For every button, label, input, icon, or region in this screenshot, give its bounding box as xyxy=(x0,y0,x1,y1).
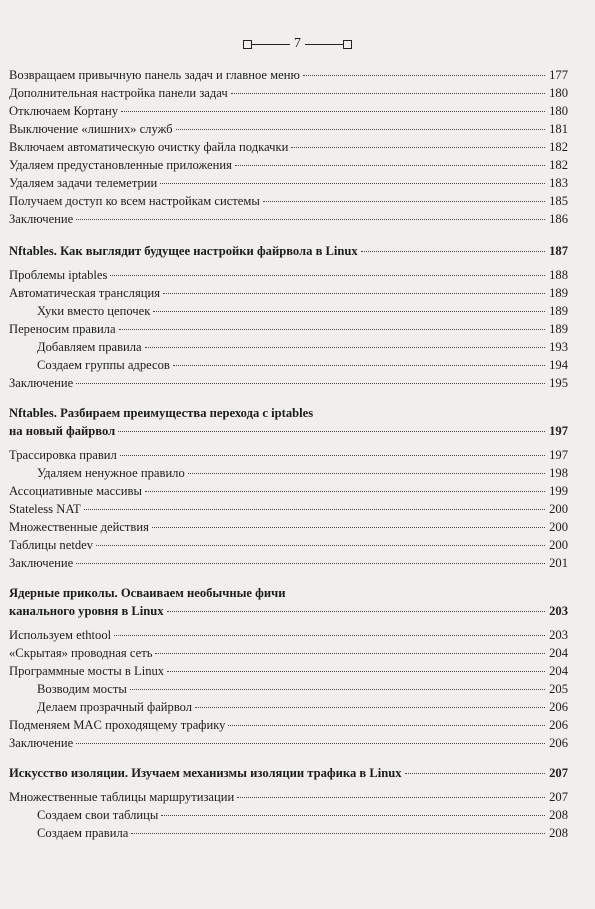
chapter-title: Искусство изоляции. Изучаем механизмы изоляции трафика в Linux xyxy=(9,766,402,780)
toc-entry xyxy=(9,84,568,102)
toc-entry-title: Заключение xyxy=(9,736,74,750)
toc-entry-title: Используем ethtool xyxy=(9,628,112,642)
dot-leader xyxy=(263,201,545,202)
dot-leader xyxy=(188,473,545,474)
chapter-entry xyxy=(9,602,568,620)
chapter-title-line1: Nftables. Разбираем преимущества перехода с iptables xyxy=(9,406,314,420)
toc-entry xyxy=(9,66,568,84)
chapter-entry xyxy=(9,242,568,260)
toc-entry xyxy=(9,536,568,554)
dot-leader xyxy=(155,653,545,654)
chapter-title: канального уровня в Linux xyxy=(9,604,164,618)
toc-subentry xyxy=(9,806,568,824)
dot-leader xyxy=(118,431,545,432)
toc-entry-title: Выключение «лишних» служб xyxy=(9,122,173,136)
chapter-heading xyxy=(9,764,568,782)
toc-entry-page: 201 xyxy=(549,556,568,570)
toc-entry-page: 183 xyxy=(549,176,568,190)
toc-entry-page: 186 xyxy=(549,212,568,226)
toc-section xyxy=(9,404,568,572)
toc-entry-page: 188 xyxy=(549,268,568,282)
toc-entry-page: 206 xyxy=(549,700,568,714)
toc-entry xyxy=(9,120,568,138)
dot-leader xyxy=(228,725,545,726)
toc-entry xyxy=(9,626,568,644)
header-rule-right xyxy=(305,44,343,45)
chapter-title: на новый файрвол xyxy=(9,424,116,438)
toc-entry-title: Создаем свои таблицы xyxy=(37,808,159,822)
dot-leader xyxy=(119,329,545,330)
toc-entry xyxy=(9,518,568,536)
toc-entry-title: Множественные действия xyxy=(9,520,149,534)
dot-leader xyxy=(291,147,545,148)
toc-subentry xyxy=(9,464,568,482)
dot-leader xyxy=(405,773,545,774)
toc-entry-title: Переносим правила xyxy=(9,322,116,336)
toc-entry-page: 182 xyxy=(549,158,568,172)
toc-entry-page: 180 xyxy=(549,104,568,118)
toc-entry xyxy=(9,446,568,464)
toc-entry xyxy=(9,266,568,284)
toc-entry xyxy=(9,284,568,302)
toc-entry-title: Заключение xyxy=(9,376,74,390)
toc-entry xyxy=(9,716,568,734)
chapter-page: 197 xyxy=(549,424,568,438)
toc-entry xyxy=(9,320,568,338)
toc-section xyxy=(9,242,568,392)
toc-subentry xyxy=(9,824,568,842)
dot-leader xyxy=(167,671,545,672)
toc-entry-title: Получаем доступ ко всем настройкам системы xyxy=(9,194,260,208)
toc-entry-page: 206 xyxy=(549,718,568,732)
chapter-heading xyxy=(9,404,568,440)
chapter-title-line1: Ядерные приколы. Осваиваем необычные фичи xyxy=(9,586,286,600)
toc-entry-page: 200 xyxy=(549,520,568,534)
toc-entry-page: 195 xyxy=(549,376,568,390)
toc-entry xyxy=(9,374,568,392)
dot-leader xyxy=(167,611,545,612)
toc-entry xyxy=(9,102,568,120)
toc-entry-page: 203 xyxy=(549,628,568,642)
toc-entry-title: Хуки вместо цепочек xyxy=(37,304,151,318)
toc-entry-page: 180 xyxy=(549,86,568,100)
header-square-right xyxy=(343,40,352,49)
toc-subentry xyxy=(9,680,568,698)
dot-leader xyxy=(163,293,545,294)
dot-leader xyxy=(110,275,545,276)
toc-entry-title: Множественные таблицы маршрутизации xyxy=(9,790,235,804)
dot-leader xyxy=(76,383,545,384)
dot-leader xyxy=(195,707,545,708)
toc-entry-title: Отключаем Кортану xyxy=(9,104,119,118)
dot-leader xyxy=(131,833,545,834)
toc-entry xyxy=(9,788,568,806)
toc-entry-title: Включаем автоматическую очистку файла подкачки xyxy=(9,140,289,154)
toc-entry-title: Проблемы iptables xyxy=(9,268,108,282)
toc-entry xyxy=(9,662,568,680)
toc-entry-page: 205 xyxy=(549,682,568,696)
toc-entry-title: Подменяем MAC проходящему трафику xyxy=(9,718,226,732)
table-of-contents xyxy=(9,66,568,842)
chapter-title: Nftables. Как выглядит будущее настройки файрвола в Linux xyxy=(9,244,358,258)
chapter-entry xyxy=(9,764,568,782)
dot-leader xyxy=(173,365,545,366)
toc-entry-page: 208 xyxy=(549,808,568,822)
toc-entry-title: Удаляем задачи телеметрии xyxy=(9,176,158,190)
toc-entry-page: 182 xyxy=(549,140,568,154)
chapter-entry xyxy=(9,422,568,440)
dot-leader xyxy=(120,455,545,456)
toc-subentry xyxy=(9,302,568,320)
dot-leader xyxy=(130,689,545,690)
dot-leader xyxy=(152,527,545,528)
toc-entry-title: Трассировка правил xyxy=(9,448,117,462)
dot-leader xyxy=(361,251,545,252)
toc-entry xyxy=(9,554,568,572)
chapter-page: 207 xyxy=(549,766,568,780)
toc-entry-page: 189 xyxy=(549,304,568,318)
dot-leader xyxy=(84,509,545,510)
toc-entry xyxy=(9,500,568,518)
toc-entry-page: 200 xyxy=(549,538,568,552)
toc-subentry xyxy=(9,356,568,374)
dot-leader xyxy=(76,563,545,564)
toc-entry-page: 207 xyxy=(549,790,568,804)
dot-leader xyxy=(303,75,545,76)
chapter-heading xyxy=(9,584,568,620)
toc-entry-page: 199 xyxy=(549,484,568,498)
toc-entry-page: 194 xyxy=(549,358,568,372)
toc-entry-page: 208 xyxy=(549,826,568,840)
dot-leader xyxy=(114,635,545,636)
dot-leader xyxy=(145,491,545,492)
dot-leader xyxy=(145,347,545,348)
toc-entry-title: Дополнительная настройка панели задач xyxy=(9,86,228,100)
dot-leader xyxy=(76,219,545,220)
toc-entry xyxy=(9,156,568,174)
toc-entry-title: Создаем правила xyxy=(37,826,129,840)
toc-entry-page: 185 xyxy=(549,194,568,208)
dot-leader xyxy=(160,183,545,184)
toc-entry-title: Ассоциативные массивы xyxy=(9,484,142,498)
toc-subentry xyxy=(9,338,568,356)
toc-entry-page: 206 xyxy=(549,736,568,750)
toc-section xyxy=(9,66,568,228)
toc-entry xyxy=(9,138,568,156)
toc-entry-title: «Скрытая» проводная сеть xyxy=(9,646,153,660)
toc-entry-title: Заключение xyxy=(9,212,74,226)
toc-entry-title: Возвращаем привычную панель задач и главное меню xyxy=(9,68,300,82)
toc-entry xyxy=(9,482,568,500)
toc-entry xyxy=(9,734,568,752)
dot-leader xyxy=(96,545,545,546)
toc-entry-title: Создаем группы адресов xyxy=(37,358,170,372)
toc-entry-title: Автоматическая трансляция xyxy=(9,286,161,300)
dot-leader xyxy=(161,815,545,816)
toc-entry-page: 198 xyxy=(549,466,568,480)
toc-entry-title: Добавляем правила xyxy=(37,340,142,354)
toc-entry-title: Заключение xyxy=(9,556,74,570)
dot-leader xyxy=(237,797,545,798)
toc-entry-title: Таблицы netdev xyxy=(9,538,94,552)
toc-entry-page: 193 xyxy=(549,340,568,354)
dot-leader xyxy=(121,111,545,112)
toc-entry-page: 189 xyxy=(549,286,568,300)
dot-leader xyxy=(76,743,545,744)
toc-entry-page: 181 xyxy=(549,122,568,136)
toc-section xyxy=(9,764,568,842)
header-rule-left xyxy=(252,44,290,45)
toc-entry-page: 200 xyxy=(549,502,568,516)
toc-entry-title: Удаляем предустановленные приложения xyxy=(9,158,232,172)
page-number: 7 xyxy=(294,36,301,51)
toc-entry-page: 204 xyxy=(549,646,568,660)
toc-section xyxy=(9,584,568,752)
toc-subentry xyxy=(9,698,568,716)
page-header xyxy=(0,36,595,52)
chapter-heading xyxy=(9,242,568,260)
toc-entry xyxy=(9,644,568,662)
toc-entry-title: Stateless NAT xyxy=(9,502,81,516)
toc-entry xyxy=(9,210,568,228)
header-square-left xyxy=(243,40,252,49)
toc-entry-title: Программные мосты в Linux xyxy=(9,664,165,678)
chapter-page: 187 xyxy=(549,244,568,258)
dot-leader xyxy=(176,129,545,130)
toc-entry-page: 197 xyxy=(549,448,568,462)
toc-entry-page: 204 xyxy=(549,664,568,678)
toc-entry xyxy=(9,174,568,192)
toc-entry xyxy=(9,192,568,210)
toc-entry-title: Возводим мосты xyxy=(37,682,127,696)
dot-leader xyxy=(153,311,545,312)
dot-leader xyxy=(235,165,545,166)
toc-entry-page: 177 xyxy=(549,68,568,82)
dot-leader xyxy=(231,93,545,94)
toc-entry-title: Удаляем ненужное правило xyxy=(37,466,185,480)
toc-entry-title: Делаем прозрачный файрвол xyxy=(37,700,193,714)
toc-entry-page: 189 xyxy=(549,322,568,336)
chapter-page: 203 xyxy=(549,604,568,618)
